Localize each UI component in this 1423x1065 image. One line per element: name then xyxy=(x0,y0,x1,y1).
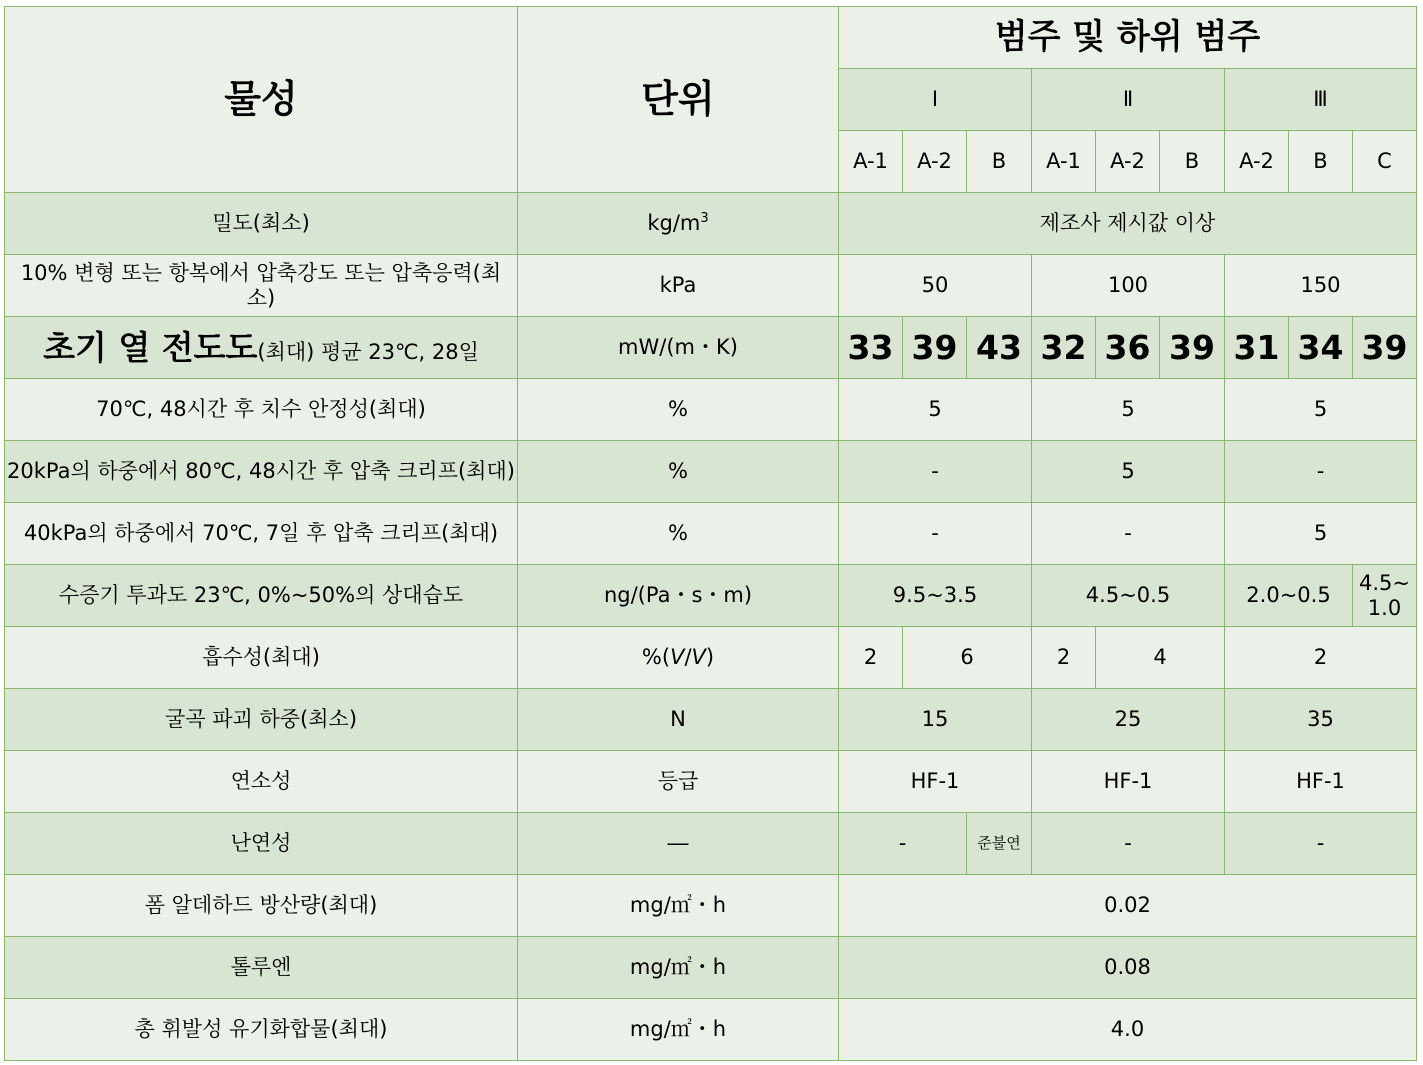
row-flame xyxy=(5,813,1417,875)
unit-italic: V xyxy=(691,645,706,670)
value-cell: 4 xyxy=(1096,627,1225,689)
property-label: 난연성 xyxy=(5,813,518,875)
property-label: 20kPa의 하중에서 80℃, 48시간 후 압축 크리프(최대) xyxy=(5,441,518,503)
value-cell: 39 xyxy=(1160,317,1225,379)
value-cell: 34 xyxy=(1289,317,1353,379)
value-cell: 5 xyxy=(839,379,1032,441)
row-voc xyxy=(5,999,1417,1061)
row-bending xyxy=(5,689,1417,751)
unit-cell: % xyxy=(518,441,839,503)
header-row-1 xyxy=(5,7,1417,69)
value-cell: 5 xyxy=(1032,379,1225,441)
value-cell: 15 xyxy=(839,689,1032,751)
unit-italic: V xyxy=(670,645,685,670)
property-label: 굴곡 파괴 하중(최소) xyxy=(5,689,518,751)
unit-cell: mW/(m・K) xyxy=(518,317,839,379)
subcat-cell: A-2 xyxy=(903,131,967,193)
value-cell: 2 xyxy=(839,627,903,689)
unit-cell: 등급 xyxy=(518,751,839,813)
unit-cell: ng/(Pa・s・m) xyxy=(518,565,839,627)
unit-cell: N xyxy=(518,689,839,751)
label-emphasis: 초기 열 전도도 xyxy=(43,327,258,367)
row-dimstab xyxy=(5,379,1417,441)
row-creep40 xyxy=(5,503,1417,565)
value-cell: 4.5~0.5 xyxy=(1032,565,1225,627)
row-creep20 xyxy=(5,441,1417,503)
label-rest: (최대) 평균 23℃, 28일 xyxy=(257,339,479,364)
unit-part: / xyxy=(684,645,692,670)
value-cell: 0.02 xyxy=(839,875,1417,937)
unit-base: kg/m xyxy=(647,211,701,236)
value-cell: 2 xyxy=(1032,627,1096,689)
property-label: 폼 알데하드 방산량(최대) xyxy=(5,875,518,937)
value-cell: 33 xyxy=(839,317,903,379)
property-label: 70℃, 48시간 후 치수 안정성(최대) xyxy=(5,379,518,441)
unit-cell: % xyxy=(518,379,839,441)
value-cell: 36 xyxy=(1096,317,1160,379)
header-category: 범주 및 하위 범주 xyxy=(839,7,1417,69)
subcat-cell: A-2 xyxy=(1225,131,1289,193)
row-density xyxy=(5,193,1417,255)
header-unit: 단위 xyxy=(518,7,839,193)
value-cell: 4.0 xyxy=(839,999,1417,1061)
value-cell: - xyxy=(839,503,1032,565)
group-2: Ⅱ xyxy=(1032,69,1225,131)
header-property: 물성 xyxy=(5,7,518,193)
value-cell: - xyxy=(839,441,1032,503)
row-thermal xyxy=(5,317,1417,379)
property-label: 40kPa의 하중에서 70℃, 7일 후 압축 크리프(최대) xyxy=(5,503,518,565)
subcat-cell: B xyxy=(967,131,1032,193)
property-label: 톨루엔 xyxy=(5,937,518,999)
value-cell: - xyxy=(1225,441,1417,503)
properties-table xyxy=(4,6,1417,1061)
unit-cell xyxy=(518,193,839,255)
value-cell: 25 xyxy=(1032,689,1225,751)
subcat-cell: A-1 xyxy=(839,131,903,193)
unit-cell: mg/㎡・h xyxy=(518,999,839,1061)
row-absorb xyxy=(5,627,1417,689)
subcat-cell: A-1 xyxy=(1032,131,1096,193)
value-cell: 31 xyxy=(1225,317,1289,379)
value-cell: 5 xyxy=(1225,503,1417,565)
value-cell: 5 xyxy=(1225,379,1417,441)
unit-superscript: 3 xyxy=(700,211,709,227)
property-label: 수증기 투과도 23℃, 0%~50%의 상대습도 xyxy=(5,565,518,627)
unit-cell: kPa xyxy=(518,255,839,317)
value-cell: - xyxy=(1032,813,1225,875)
unit-part: ) xyxy=(705,645,715,670)
value-cell: 50 xyxy=(839,255,1032,317)
value-cell: 5 xyxy=(1032,441,1225,503)
row-vapor xyxy=(5,565,1417,627)
unit-cell: mg/㎡・h xyxy=(518,937,839,999)
value-cell: 100 xyxy=(1032,255,1225,317)
property-label xyxy=(5,317,518,379)
row-formaldehyde xyxy=(5,875,1417,937)
unit-cell xyxy=(518,627,839,689)
subcat-cell: B xyxy=(1160,131,1225,193)
value-cell: 43 xyxy=(967,317,1032,379)
value-cell: HF-1 xyxy=(1225,751,1417,813)
unit-cell: % xyxy=(518,503,839,565)
group-3: Ⅲ xyxy=(1225,69,1417,131)
value-cell: 39 xyxy=(1353,317,1417,379)
subcat-cell: C xyxy=(1353,131,1417,193)
property-label: 연소성 xyxy=(5,751,518,813)
value-cell: - xyxy=(1225,813,1417,875)
property-label: 흡수성(최대) xyxy=(5,627,518,689)
value-cell: - xyxy=(1032,503,1225,565)
subcat-cell: B xyxy=(1289,131,1353,193)
value-cell: 4.5~ 1.0 xyxy=(1353,565,1417,627)
row-toluene xyxy=(5,937,1417,999)
property-label: 밀도(최소) xyxy=(5,193,518,255)
unit-cell: ― xyxy=(518,813,839,875)
value-cell: HF-1 xyxy=(839,751,1032,813)
value-cell: 6 xyxy=(903,627,1032,689)
value-cell: 9.5~3.5 xyxy=(839,565,1032,627)
value-cell: 150 xyxy=(1225,255,1417,317)
group-1: Ⅰ xyxy=(839,69,1032,131)
row-combust xyxy=(5,751,1417,813)
value-cell: 준불연 xyxy=(967,813,1032,875)
value-cell: 39 xyxy=(903,317,967,379)
value-cell: - xyxy=(839,813,967,875)
value-cell: 2.0~0.5 xyxy=(1225,565,1353,627)
property-label: 10% 변형 또는 항복에서 압축강도 또는 압축응력(최소) xyxy=(5,255,518,317)
subcat-cell: A-2 xyxy=(1096,131,1160,193)
value-cell: 35 xyxy=(1225,689,1417,751)
value-cell: 0.08 xyxy=(839,937,1417,999)
value-cell: HF-1 xyxy=(1032,751,1225,813)
property-label: 총 휘발성 유기화합물(최대) xyxy=(5,999,518,1061)
value-cell: 32 xyxy=(1032,317,1096,379)
unit-part: %( xyxy=(641,645,671,670)
row-compress xyxy=(5,255,1417,317)
value-cell: 제조사 제시값 이상 xyxy=(839,193,1417,255)
value-cell: 2 xyxy=(1225,627,1417,689)
unit-cell: mg/㎡・h xyxy=(518,875,839,937)
